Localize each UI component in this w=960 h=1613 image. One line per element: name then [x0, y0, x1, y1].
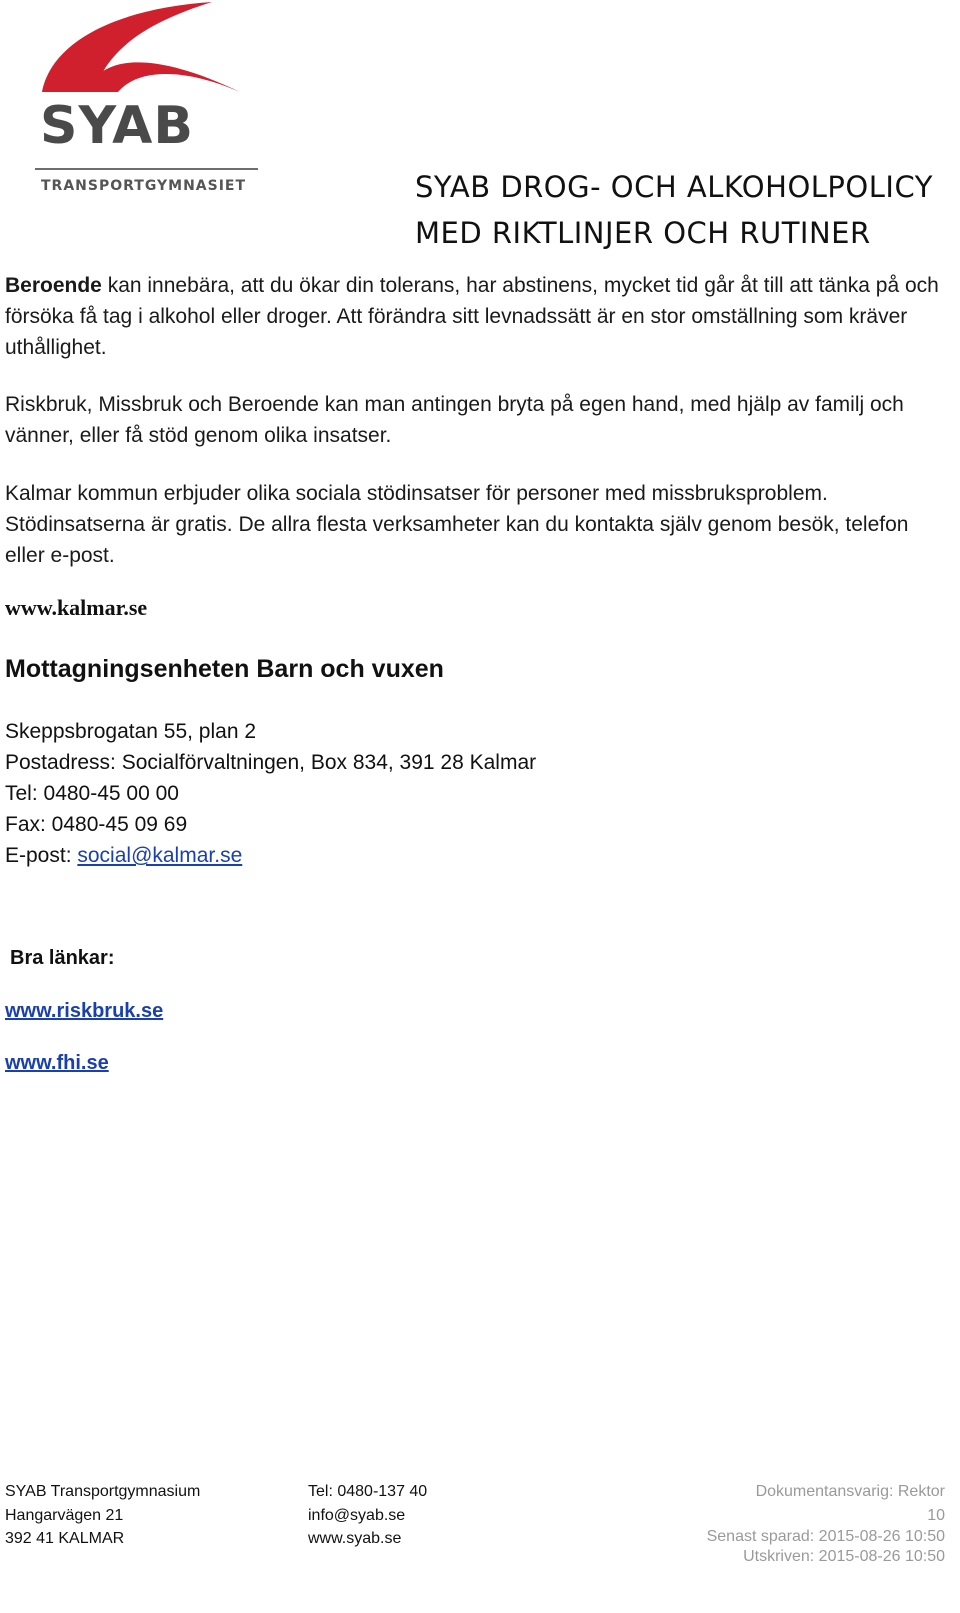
- document-title-line2: MED RIKTLINJER OCH RUTINER: [415, 216, 871, 250]
- address-line: Skeppsbrogatan 55, plan 2: [5, 720, 257, 743]
- postal-address-line: Postadress: Socialförvaltningen, Box 834, 391 28 Kalmar: [5, 751, 537, 774]
- logo-subtitle: TRANSPORTGYMNASIET: [41, 178, 247, 194]
- unit-heading: Mottagningsenheten Barn och vuxen: [5, 655, 444, 683]
- fhi-link[interactable]: www.fhi.se: [5, 1052, 109, 1074]
- kalmar-website-link[interactable]: www.kalmar.se: [5, 595, 148, 620]
- footer-phone: Tel: 0480-137 40: [308, 1483, 428, 1500]
- email-label: E-post:: [5, 844, 78, 867]
- phone-line: Tel: 0480-45 00 00: [5, 782, 179, 805]
- paragraph-beroende-text: kan innebära, att du ökar din tolerans, har abstinens, mycket tid går åt till att tänka på och försöka få tag i alkohol eller droger. Att förändra sitt levnadssätt är en stor omställning som kräver uthållighet.: [5, 274, 939, 359]
- footer-last-saved: Senast sparad: 2015-08-26 10:50: [706, 1528, 945, 1545]
- paragraph-riskbruk: Riskbruk, Missbruk och Beroende kan man antingen bryta på egen hand, med hjälp av familj och vänner, eller få stöd genom olika insatser.: [5, 393, 904, 447]
- footer-email[interactable]: info@syab.se: [308, 1506, 406, 1524]
- document-title: [415, 164, 933, 256]
- footer-page-number: 10: [927, 1506, 945, 1524]
- footer-school-address: [5, 1480, 200, 1551]
- fax-line: Fax: 0480-45 09 69: [5, 813, 188, 836]
- document-title-line1: SYAB DROG- OCH ALKOHOLPOLICY: [415, 170, 933, 204]
- footer-contact: [308, 1480, 427, 1551]
- contact-block: [5, 716, 536, 871]
- logo-wordmark: SYAB: [40, 96, 195, 156]
- email-line: [5, 840, 536, 871]
- links-heading: Bra länkar:: [10, 947, 115, 969]
- email-link[interactable]: social@kalmar.se: [77, 844, 243, 867]
- footer-street: Hangarvägen 21: [5, 1506, 124, 1524]
- footer-document-owner: Dokumentansvarig: Rektor: [755, 1483, 945, 1500]
- footer-school-name: SYAB Transportgymnasium: [5, 1483, 201, 1500]
- term-beroende: Beroende: [5, 274, 102, 297]
- paragraph-beroende: [5, 270, 945, 363]
- paragraph-kalmar-kommun: Kalmar kommun erbjuder olika sociala stödinsatser för personer med missbruksproblem. Stödinsatserna är gratis. De allra flesta verksamheter kan du kontakta själv genom besök, telefon eller e-post.: [5, 482, 909, 567]
- logo-swoosh-inner: [88, 62, 240, 92]
- logo-divider: [35, 168, 258, 170]
- footer-postal-city: 392 41 KALMAR: [5, 1530, 125, 1547]
- footer-document-info: [707, 1480, 945, 1567]
- footer-website[interactable]: www.syab.se: [308, 1530, 402, 1547]
- riskbruk-link[interactable]: www.riskbruk.se: [5, 1000, 164, 1022]
- footer-printed: Utskriven: 2015-08-26 10:50: [743, 1548, 945, 1565]
